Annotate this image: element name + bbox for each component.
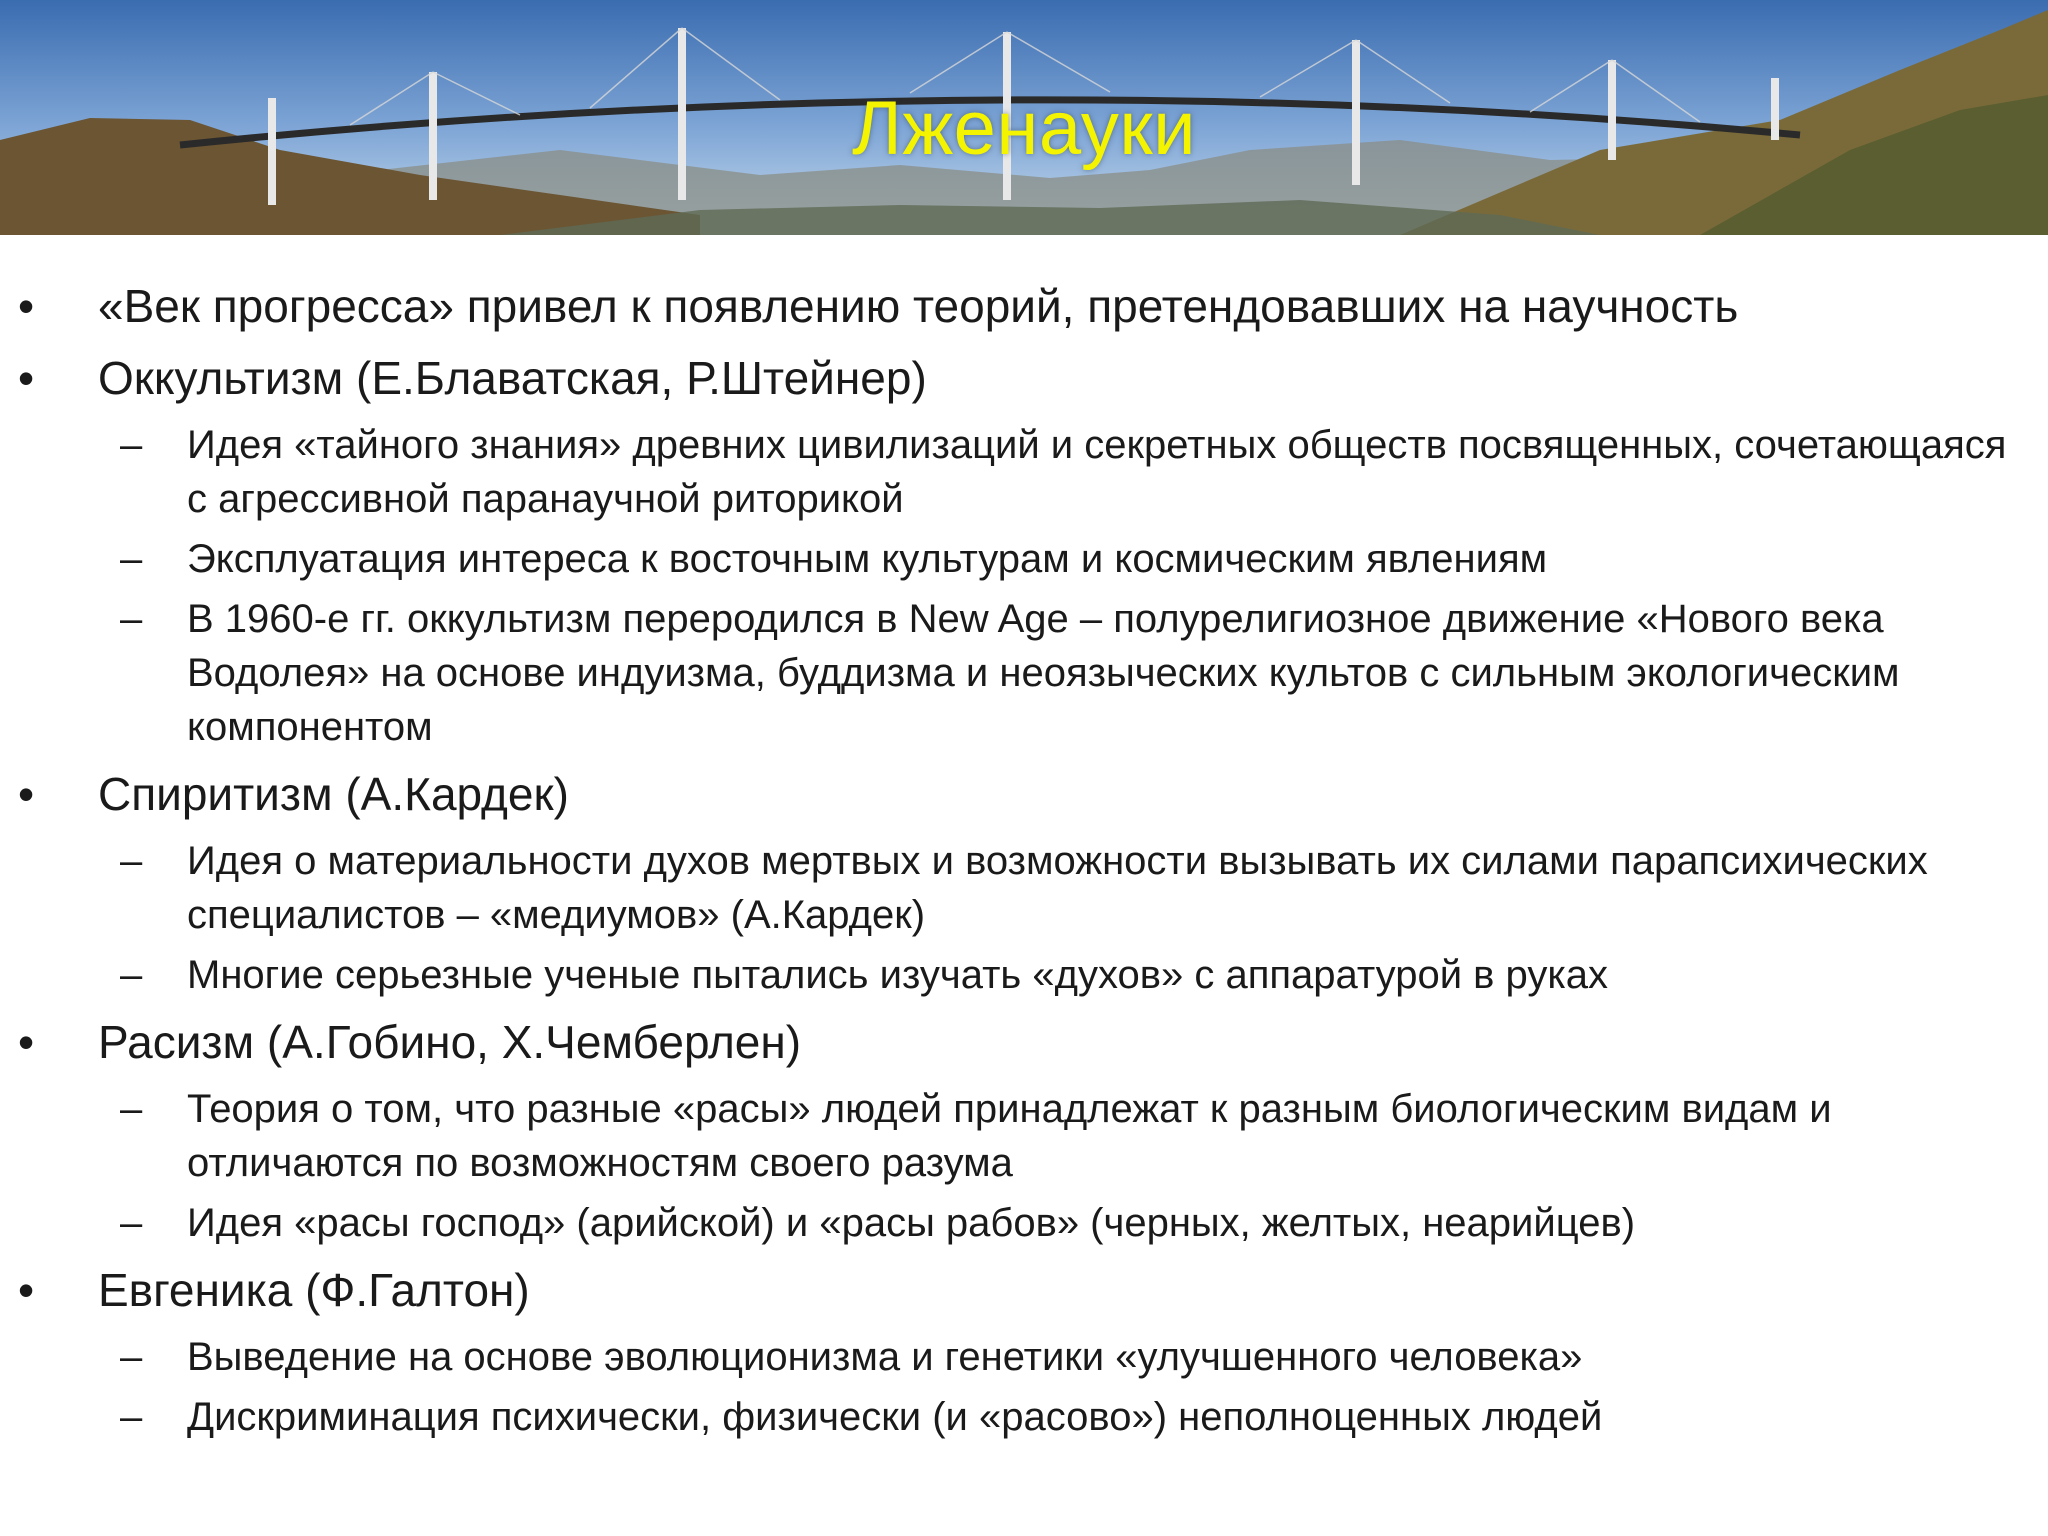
sub-bullet-text: Дискриминация психически, физически (и «расово») неполноценных людей xyxy=(187,1395,1603,1439)
bullet-text: Оккультизм (Е.Блаватская, Р.Штейнер) xyxy=(98,352,927,404)
sub-bullet-text: Эксплуатация интереса к восточным культурам и космическим явлениям xyxy=(187,537,1548,581)
sub-bullet-item xyxy=(0,1390,2048,1444)
sub-bullet-text: Идея «расы господ» (арийской) и «расы рабов» (черных, желтых, неарийцев) xyxy=(187,1201,1636,1245)
sub-bullet-text: Идея о материальности духов мертвых и возможности вызывать их силами парапсихических специалистов – «медиумов» (А.Кардек) xyxy=(187,839,1928,937)
bullet-item xyxy=(0,350,2048,406)
sub-bullet-text: Теория о том, что разные «расы» людей принадлежат к разным биологическим видам и отличаются по возможностям своего разума xyxy=(187,1087,1832,1185)
bullet-marker: • xyxy=(18,280,35,332)
sub-bullet-item xyxy=(0,592,2048,754)
dash-marker: – xyxy=(120,839,143,883)
bullet-text: Расизм (А.Гобино, Х.Чемберлен) xyxy=(98,1016,802,1068)
slide-title: Лженауки xyxy=(851,86,1197,171)
dash-marker: – xyxy=(120,597,143,641)
bullet-item xyxy=(0,278,2048,334)
bullet-item xyxy=(0,1014,2048,1070)
bullet-text: Евгеника (Ф.Галтон) xyxy=(98,1264,530,1316)
dash-marker: – xyxy=(120,423,143,467)
sub-bullet-text: Идея «тайного знания» древних цивилизаций и секретных обществ посвященных, сочетающаяся с агрессивной паранаучной риторикой xyxy=(187,423,2007,521)
sub-bullet-item xyxy=(0,948,2048,1002)
dash-marker: – xyxy=(120,1335,143,1379)
dash-marker: – xyxy=(120,1087,143,1131)
sub-bullet-item xyxy=(0,418,2048,526)
bullet-list xyxy=(0,278,2048,1456)
bullet-marker: • xyxy=(18,1264,35,1316)
bullet-marker: • xyxy=(18,352,35,404)
bullet-text: Спиритизм (А.Кардек) xyxy=(98,768,569,820)
sub-bullet-item xyxy=(0,1330,2048,1384)
sub-bullet-text: Выведение на основе эволюционизма и генетики «улучшенного человека» xyxy=(187,1335,1583,1379)
bullet-marker: • xyxy=(18,768,35,820)
bullet-text: «Век прогресса» привел к появлению теорий, претендовавших на научность xyxy=(98,280,1739,332)
bullet-item xyxy=(0,1262,2048,1318)
bullet-item xyxy=(0,766,2048,822)
sub-bullet-item xyxy=(0,834,2048,942)
sub-bullet-text: Многие серьезные ученые пытались изучать «духов» с аппаратурой в руках xyxy=(187,953,1608,997)
dash-marker: – xyxy=(120,1395,143,1439)
bullet-marker: • xyxy=(18,1016,35,1068)
dash-marker: – xyxy=(120,1201,143,1245)
sub-bullet-item xyxy=(0,1196,2048,1250)
dash-marker: – xyxy=(120,953,143,997)
sub-bullet-item xyxy=(0,1082,2048,1190)
sub-bullet-item xyxy=(0,532,2048,586)
dash-marker: – xyxy=(120,537,143,581)
sub-bullet-text: В 1960-е гг. оккультизм переродился в New Age – полурелигиозное движение «Нового века Водолея» на основе индуизма, буддизма и неоязыческих культов с сильным экологическим компонентом xyxy=(187,597,1900,749)
